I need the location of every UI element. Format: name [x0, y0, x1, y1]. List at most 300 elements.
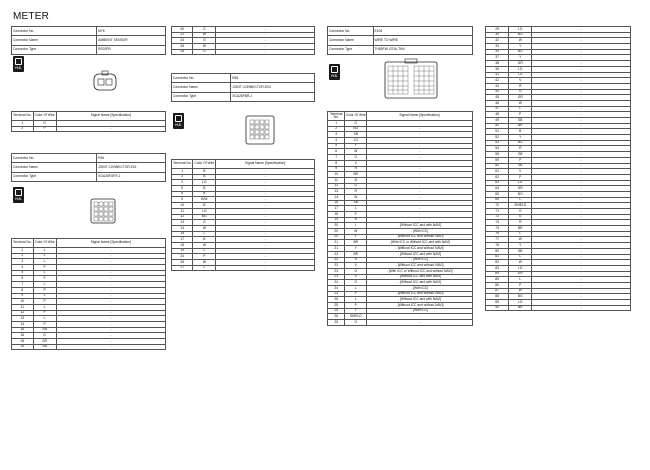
wire-color-cell: BR [509, 226, 532, 232]
wire-color-cell: B/W [193, 197, 216, 203]
wire-color-cell: LG [509, 265, 532, 271]
wire-color-cell: SB [509, 248, 532, 254]
wire-color-cell: Y [509, 243, 532, 249]
signal-name-cell: - [532, 169, 631, 175]
signal-name-cell: - [Without ICC and without NAVI] [367, 303, 473, 309]
signal-name-cell: - [532, 265, 631, 271]
terminal-no-cell: 19 [328, 217, 345, 223]
terminal-no-cell: 3 [328, 132, 345, 138]
wire-color-cell: BR [345, 251, 367, 257]
wire-color-cell: SHIELD [509, 203, 532, 209]
connector-no-value: M76 [97, 27, 166, 36]
terminal-no-cell: 90 [486, 305, 509, 311]
signal-name-cell: - [532, 112, 631, 118]
terminal-no-cell: 81 [486, 254, 509, 260]
wire-color-cell: W [193, 260, 216, 266]
terminal-no-cell: 13 [12, 316, 34, 322]
header-terminal-no: Terminal No. [172, 160, 193, 169]
signal-name-cell: - [532, 38, 631, 44]
signal-name-cell: - [56, 327, 165, 333]
wire-color-cell: Y [345, 234, 367, 240]
connector-name-value: JOINT CONNECTOR-E01 [97, 163, 166, 172]
signal-name-cell: - [532, 226, 631, 232]
wire-color-cell: L [33, 316, 56, 322]
wire-color-cell: Y [509, 135, 532, 141]
wire-color-cell: LG [193, 208, 216, 214]
header-color-of-wire: Color Of Wire [345, 112, 367, 121]
signal-name-cell: - [532, 106, 631, 112]
terminal-no-cell: 4 [328, 138, 345, 144]
terminal-no-cell: 51 [486, 129, 509, 135]
terminal-no-cell: 78 [486, 243, 509, 249]
wire-color-cell: BG [509, 49, 532, 55]
wire-color-cell: BG [509, 140, 532, 146]
signal-name-cell: - [With ICC or Without ICC and with NAVI] [367, 240, 473, 246]
signal-name-cell: - [367, 206, 473, 212]
signal-name-cell: - [532, 237, 631, 243]
terminal-no-cell: 85 [486, 277, 509, 283]
wire-color-cell: L [33, 248, 56, 254]
wire-color-cell: W [345, 149, 367, 155]
wire-color-cell: L [33, 253, 56, 259]
connector-info-m76 [11, 26, 166, 55]
wire-color-cell: SB [33, 327, 56, 333]
terminal-no-cell: 17 [172, 237, 193, 243]
terminal-no-cell: 7 [12, 282, 34, 288]
signal-name-cell: - [56, 304, 165, 310]
wire-color-cell: V [345, 274, 367, 280]
wire-color-cell: W [345, 229, 367, 235]
connector-info-e106 [327, 26, 473, 55]
terminal-no-cell: 11 [172, 208, 193, 214]
header-terminal-no: Terminal No. [328, 112, 345, 121]
wire-color-cell: Y [345, 246, 367, 252]
signal-name-cell: - [532, 118, 631, 124]
connector-diagram-e96 [88, 196, 118, 226]
terminal-no-cell: 24 [172, 38, 193, 44]
wire-color-cell: G [345, 155, 367, 161]
signal-name-cell: - [532, 203, 631, 209]
wire-color-cell: L [345, 285, 367, 291]
signal-name-cell: - [367, 172, 473, 178]
terminal-no-cell: 11 [328, 177, 345, 183]
signal-name-cell: - [56, 259, 165, 265]
terminal-no-cell: 8 [328, 160, 345, 166]
wire-color-cell: L [193, 265, 216, 271]
signal-name-cell: - [With ICC] [367, 308, 473, 314]
signal-name-cell: - [532, 61, 631, 67]
terminal-no-cell: 62 [486, 174, 509, 180]
terminal-no-cell: 2 [328, 126, 345, 132]
terminal-no-cell: 7 [328, 155, 345, 161]
signal-name-cell: - [532, 186, 631, 192]
wire-color-cell: BG [509, 191, 532, 197]
wire-color-cell: W [193, 44, 216, 50]
signal-name-cell: - [56, 276, 165, 282]
wire-color-cell: G [345, 121, 367, 127]
connector-type-value: SGA26FGRY-J [97, 172, 166, 181]
connector-no-value: E96 [97, 154, 166, 163]
terminal-no-cell: 53 [486, 140, 509, 146]
wire-color-cell: W [509, 100, 532, 106]
terminal-table-e106-cont [485, 26, 631, 311]
connector-info-e98 [171, 73, 315, 102]
terminal-no-cell: 26 [172, 44, 193, 50]
signal-name-cell: - [56, 310, 165, 316]
terminal-no-cell: 38 [486, 61, 509, 67]
signal-name-cell: - [Without ICC and with NAVI] [367, 223, 473, 229]
terminal-no-cell: 12 [328, 183, 345, 189]
signal-name-cell: - [532, 66, 631, 72]
wire-color-cell: B [193, 169, 216, 175]
wire-color-cell: L [33, 259, 56, 265]
signal-name-cell: - [216, 203, 315, 209]
terminal-no-cell: 14 [328, 194, 345, 200]
terminal-no-cell: 1 [172, 169, 193, 175]
terminal-no-cell: 21 [328, 246, 345, 252]
signal-name-cell: - [216, 186, 315, 192]
table-row [12, 126, 166, 132]
signal-name-cell: - [532, 135, 631, 141]
wire-color-cell: B [193, 203, 216, 209]
terminal-no-cell: 8 [12, 287, 34, 293]
signal-name-cell: - [532, 55, 631, 61]
terminal-no-cell: 65 [486, 191, 509, 197]
wire-color-cell: P [509, 112, 532, 118]
terminal-no-cell: 76 [486, 231, 509, 237]
terminal-no-cell: 5 [328, 143, 345, 149]
signal-name-cell: - [56, 270, 165, 276]
terminal-no-cell: 27 [172, 265, 193, 271]
terminal-no-cell: 46 [486, 100, 509, 106]
terminal-no-cell: 23 [328, 274, 345, 280]
wire-color-cell: P [345, 212, 367, 218]
label-connector-type: Connector Type [172, 92, 231, 101]
terminal-no-cell: 10 [172, 203, 193, 209]
terminal-no-cell: 24 [328, 280, 345, 286]
wire-color-cell: G [193, 220, 216, 226]
terminal-no-cell: 82 [486, 260, 509, 266]
wire-color-cell: L [193, 231, 216, 237]
signal-name-cell: - [367, 155, 473, 161]
label-connector-name: Connector Name [172, 83, 231, 92]
terminal-no-cell: 24 [328, 285, 345, 291]
terminal-no-cell: 12 [172, 214, 193, 220]
terminal-no-cell: 5 [12, 270, 34, 276]
terminal-no-cell: 9 [12, 293, 34, 299]
connector-name-value: WIRE TO WIRE [373, 36, 473, 45]
connector-info-e96 [11, 153, 166, 182]
signal-name-cell: - [367, 183, 473, 189]
signal-name-cell: - [532, 294, 631, 300]
signal-name-cell: - [532, 89, 631, 95]
signal-name-cell: - [532, 140, 631, 146]
wire-color-cell: BG [193, 214, 216, 220]
signal-name-cell: - [367, 160, 473, 166]
wire-color-cell: LG [509, 27, 532, 33]
page-title: METER [13, 11, 49, 22]
terminal-no-cell: 89 [486, 300, 509, 306]
terminal-no-cell: 86 [486, 282, 509, 288]
terminal-no-cell: 24 [172, 254, 193, 260]
signal-name-cell: - [367, 138, 473, 144]
header-color-of-wire: Color Of Wire [193, 160, 216, 169]
terminal-no-cell: 22 [328, 257, 345, 263]
wire-color-cell: L [509, 106, 532, 112]
signal-name-cell: - [532, 248, 631, 254]
wire-color-cell: R [345, 217, 367, 223]
signal-name-cell: - [56, 287, 165, 293]
wire-color-cell: Y [509, 44, 532, 50]
terminal-no-cell: 9 [328, 166, 345, 172]
terminal-no-cell: 32 [486, 38, 509, 44]
wire-color-cell: G [345, 268, 367, 274]
signal-name-cell: - [216, 254, 315, 260]
wire-color-cell: LG [509, 300, 532, 306]
terminal-no-cell: 37 [486, 55, 509, 61]
signal-name-cell: - [367, 126, 473, 132]
signal-name-cell: - [532, 209, 631, 215]
terminal-no-cell: 4 [12, 265, 34, 271]
wire-color-cell: R [509, 220, 532, 226]
terminal-no-cell: 10 [12, 299, 34, 305]
wire-color-cell: V [509, 78, 532, 84]
terminal-no-cell: 21 [328, 240, 345, 246]
wire-color-cell: BR [345, 172, 367, 178]
terminal-no-cell: 55 [486, 152, 509, 158]
signal-name-cell: - [56, 316, 165, 322]
signal-name-cell: - [532, 300, 631, 306]
signal-name-cell: - [With ICC] [367, 285, 473, 291]
wire-color-cell: W [509, 288, 532, 294]
terminal-no-cell: 59 [486, 157, 509, 163]
signal-name-cell: - [216, 27, 315, 33]
terminal-no-cell: 6 [328, 149, 345, 155]
wire-color-cell: W [509, 237, 532, 243]
label-connector-name: Connector Name [12, 163, 97, 172]
signal-name-cell: - [216, 49, 315, 55]
terminal-no-cell: 71 [486, 209, 509, 215]
signal-name-cell: - [Without ICC and with NAVI] [367, 297, 473, 303]
terminal-table-e96 [11, 238, 166, 350]
terminal-no-cell: 13 [328, 189, 345, 195]
wire-color-cell: L [33, 282, 56, 288]
signal-name-cell: - [532, 72, 631, 78]
terminal-no-cell: 61 [486, 169, 509, 175]
hs-badge-e96: H.S. [13, 187, 24, 203]
wire-color-cell: B [509, 129, 532, 135]
table-row [12, 344, 166, 350]
signal-name-cell: - [367, 194, 473, 200]
terminal-no-cell: 28 [328, 320, 345, 326]
signal-name-cell: - [367, 143, 473, 149]
table-row [172, 49, 315, 55]
wire-color-cell: V [509, 169, 532, 175]
wire-color-cell: L [509, 231, 532, 237]
terminal-no-cell: 77 [486, 237, 509, 243]
signal-name-cell: - [216, 237, 315, 243]
signal-name-cell: - [216, 231, 315, 237]
signal-name-cell: - [367, 189, 473, 195]
signal-name-cell: - [532, 123, 631, 129]
wire-color-cell: GR [509, 186, 532, 192]
signal-name-cell: - [532, 49, 631, 55]
terminal-no-cell: 2 [12, 126, 34, 132]
signal-name-cell: - [532, 277, 631, 283]
terminal-no-cell: 73 [486, 220, 509, 226]
terminal-no-cell: 33 [486, 44, 509, 50]
signal-name-cell: - [216, 169, 315, 175]
signal-name-cell: - [532, 152, 631, 158]
signal-name-cell: - [532, 305, 631, 311]
signal-name-cell: - [56, 126, 165, 132]
terminal-no-cell: 15 [172, 231, 193, 237]
signal-name-cell: - [216, 38, 315, 44]
signal-name-cell: - [With ICC] [367, 229, 473, 235]
wire-color-cell: SB [345, 200, 367, 206]
wire-color-cell: P [33, 276, 56, 282]
signal-name-cell: - [56, 248, 165, 254]
wire-color-cell: LG [509, 72, 532, 78]
terminal-no-cell: 60 [486, 163, 509, 169]
wire-color-cell: Y [509, 55, 532, 61]
signal-name-cell: - [532, 146, 631, 152]
terminal-no-cell: 22 [172, 32, 193, 38]
wire-color-cell: W [193, 225, 216, 231]
wire-color-cell: L [345, 223, 367, 229]
terminal-no-cell: 18 [172, 242, 193, 248]
signal-name-cell: - [367, 200, 473, 206]
terminal-no-cell: 3 [172, 180, 193, 186]
signal-name-cell: - [532, 231, 631, 237]
signal-name-cell: - [56, 299, 165, 305]
header-signal-name: Signal Name [Specification] [56, 239, 165, 248]
signal-name-cell: - [56, 293, 165, 299]
signal-name-cell: - [532, 220, 631, 226]
wire-color-cell: SHIELD [345, 314, 367, 320]
signal-name-cell: - [216, 265, 315, 271]
terminal-no-cell: 6 [172, 191, 193, 197]
label-connector-name: Connector Name [328, 36, 374, 45]
signal-name-cell: - [532, 83, 631, 89]
signal-name-cell: - [367, 217, 473, 223]
signal-name-cell: - [Without ICC and without NAVI] [367, 291, 473, 297]
signal-name-cell: - [367, 320, 473, 326]
connector-type-value: TH80FW-CS16-TM4 [373, 45, 473, 54]
wire-color-cell: L [33, 304, 56, 310]
terminal-no-cell: 72 [486, 214, 509, 220]
signal-name-cell: - [532, 243, 631, 249]
header-color-of-wire: Color Of Wire [33, 239, 56, 248]
signal-name-cell: - [532, 191, 631, 197]
terminal-no-cell: 15 [12, 327, 34, 333]
terminal-no-cell: 49 [486, 118, 509, 124]
signal-name-cell: - [216, 260, 315, 266]
wire-color-cell: GR [509, 61, 532, 67]
terminal-no-cell: 16 [12, 333, 34, 339]
wire-color-cell: W [193, 242, 216, 248]
signal-name-cell: - [532, 95, 631, 101]
hand-icon [175, 115, 182, 122]
header-terminal-no: Terminal No. [12, 239, 34, 248]
wire-color-cell: GR [509, 95, 532, 101]
signal-name-cell: - [Without ICC and with NAVI] [367, 274, 473, 280]
signal-name-cell: - [532, 197, 631, 203]
terminal-no-cell: 34 [486, 49, 509, 55]
signal-name-cell: - [216, 197, 315, 203]
signal-name-cell: - [367, 314, 473, 320]
table-row [486, 305, 631, 311]
label-connector-no: Connector No. [12, 154, 97, 163]
wire-color-cell: L [509, 254, 532, 260]
terminal-no-cell: 29 [486, 27, 509, 33]
signal-name-cell: - [367, 212, 473, 218]
connector-diagram-e106 [383, 58, 439, 102]
connector-type-value: RS02FB [97, 45, 166, 54]
wire-color-cell: R [509, 83, 532, 89]
signal-name-cell: - [532, 180, 631, 186]
signal-name-cell: - [Without ICC and without NAVI] [367, 234, 473, 240]
wire-color-cell: G [345, 280, 367, 286]
terminal-no-cell: 18 [328, 212, 345, 218]
terminal-no-cell: 18 [12, 339, 34, 345]
terminal-no-cell: 5 [172, 186, 193, 192]
connector-no-value: E106 [373, 27, 473, 36]
signal-name-cell: - [Without ICC and with NAVI] [367, 251, 473, 257]
terminal-no-cell: 14 [172, 225, 193, 231]
signal-name-cell: - [532, 27, 631, 33]
wire-color-cell: L [345, 297, 367, 303]
label-connector-type: Connector Type [12, 45, 97, 54]
connector-name-value: JOINT CONNECTOR-E04 [231, 83, 315, 92]
wire-color-cell: W [509, 260, 532, 266]
wire-color-cell: L [345, 206, 367, 212]
terminal-no-cell: 83 [486, 265, 509, 271]
signal-name-cell: - [367, 149, 473, 155]
wire-color-cell: P [509, 157, 532, 163]
signal-name-cell: - [56, 265, 165, 271]
terminal-no-cell: 24 [328, 291, 345, 297]
terminal-no-cell: 19 [12, 344, 34, 350]
terminal-no-cell: 11 [12, 304, 34, 310]
signal-name-cell: - [With ICC or Without ICC and without NAVI] [367, 268, 473, 274]
terminal-no-cell: 48 [486, 112, 509, 118]
signal-name-cell: - [56, 344, 165, 350]
connector-diagram-e98 [243, 113, 277, 147]
wire-color-cell: G [345, 183, 367, 189]
wire-color-cell: G [509, 209, 532, 215]
terminal-no-cell: 52 [486, 135, 509, 141]
wire-color-cell: SB [509, 152, 532, 158]
wire-color-cell: LG [509, 66, 532, 72]
wire-color-cell: G [33, 333, 56, 339]
terminal-no-cell: 20 [328, 223, 345, 229]
terminal-table-e106 [327, 111, 473, 326]
terminal-no-cell: 69 [486, 197, 509, 203]
wire-color-cell: L [509, 197, 532, 203]
signal-name-cell: - [56, 253, 165, 259]
wire-color-cell: GR [33, 339, 56, 345]
signal-name-cell: - [216, 32, 315, 38]
wire-color-cell: P [33, 265, 56, 271]
signal-name-cell: - [532, 282, 631, 288]
wire-color-cell: P [33, 321, 56, 327]
terminal-no-cell: 25 [328, 303, 345, 309]
terminal-table-e96-cont [171, 26, 315, 55]
label-connector-name: Connector Name [12, 36, 97, 45]
terminal-no-cell: 22 [328, 251, 345, 257]
terminal-no-cell: 6 [12, 276, 34, 282]
